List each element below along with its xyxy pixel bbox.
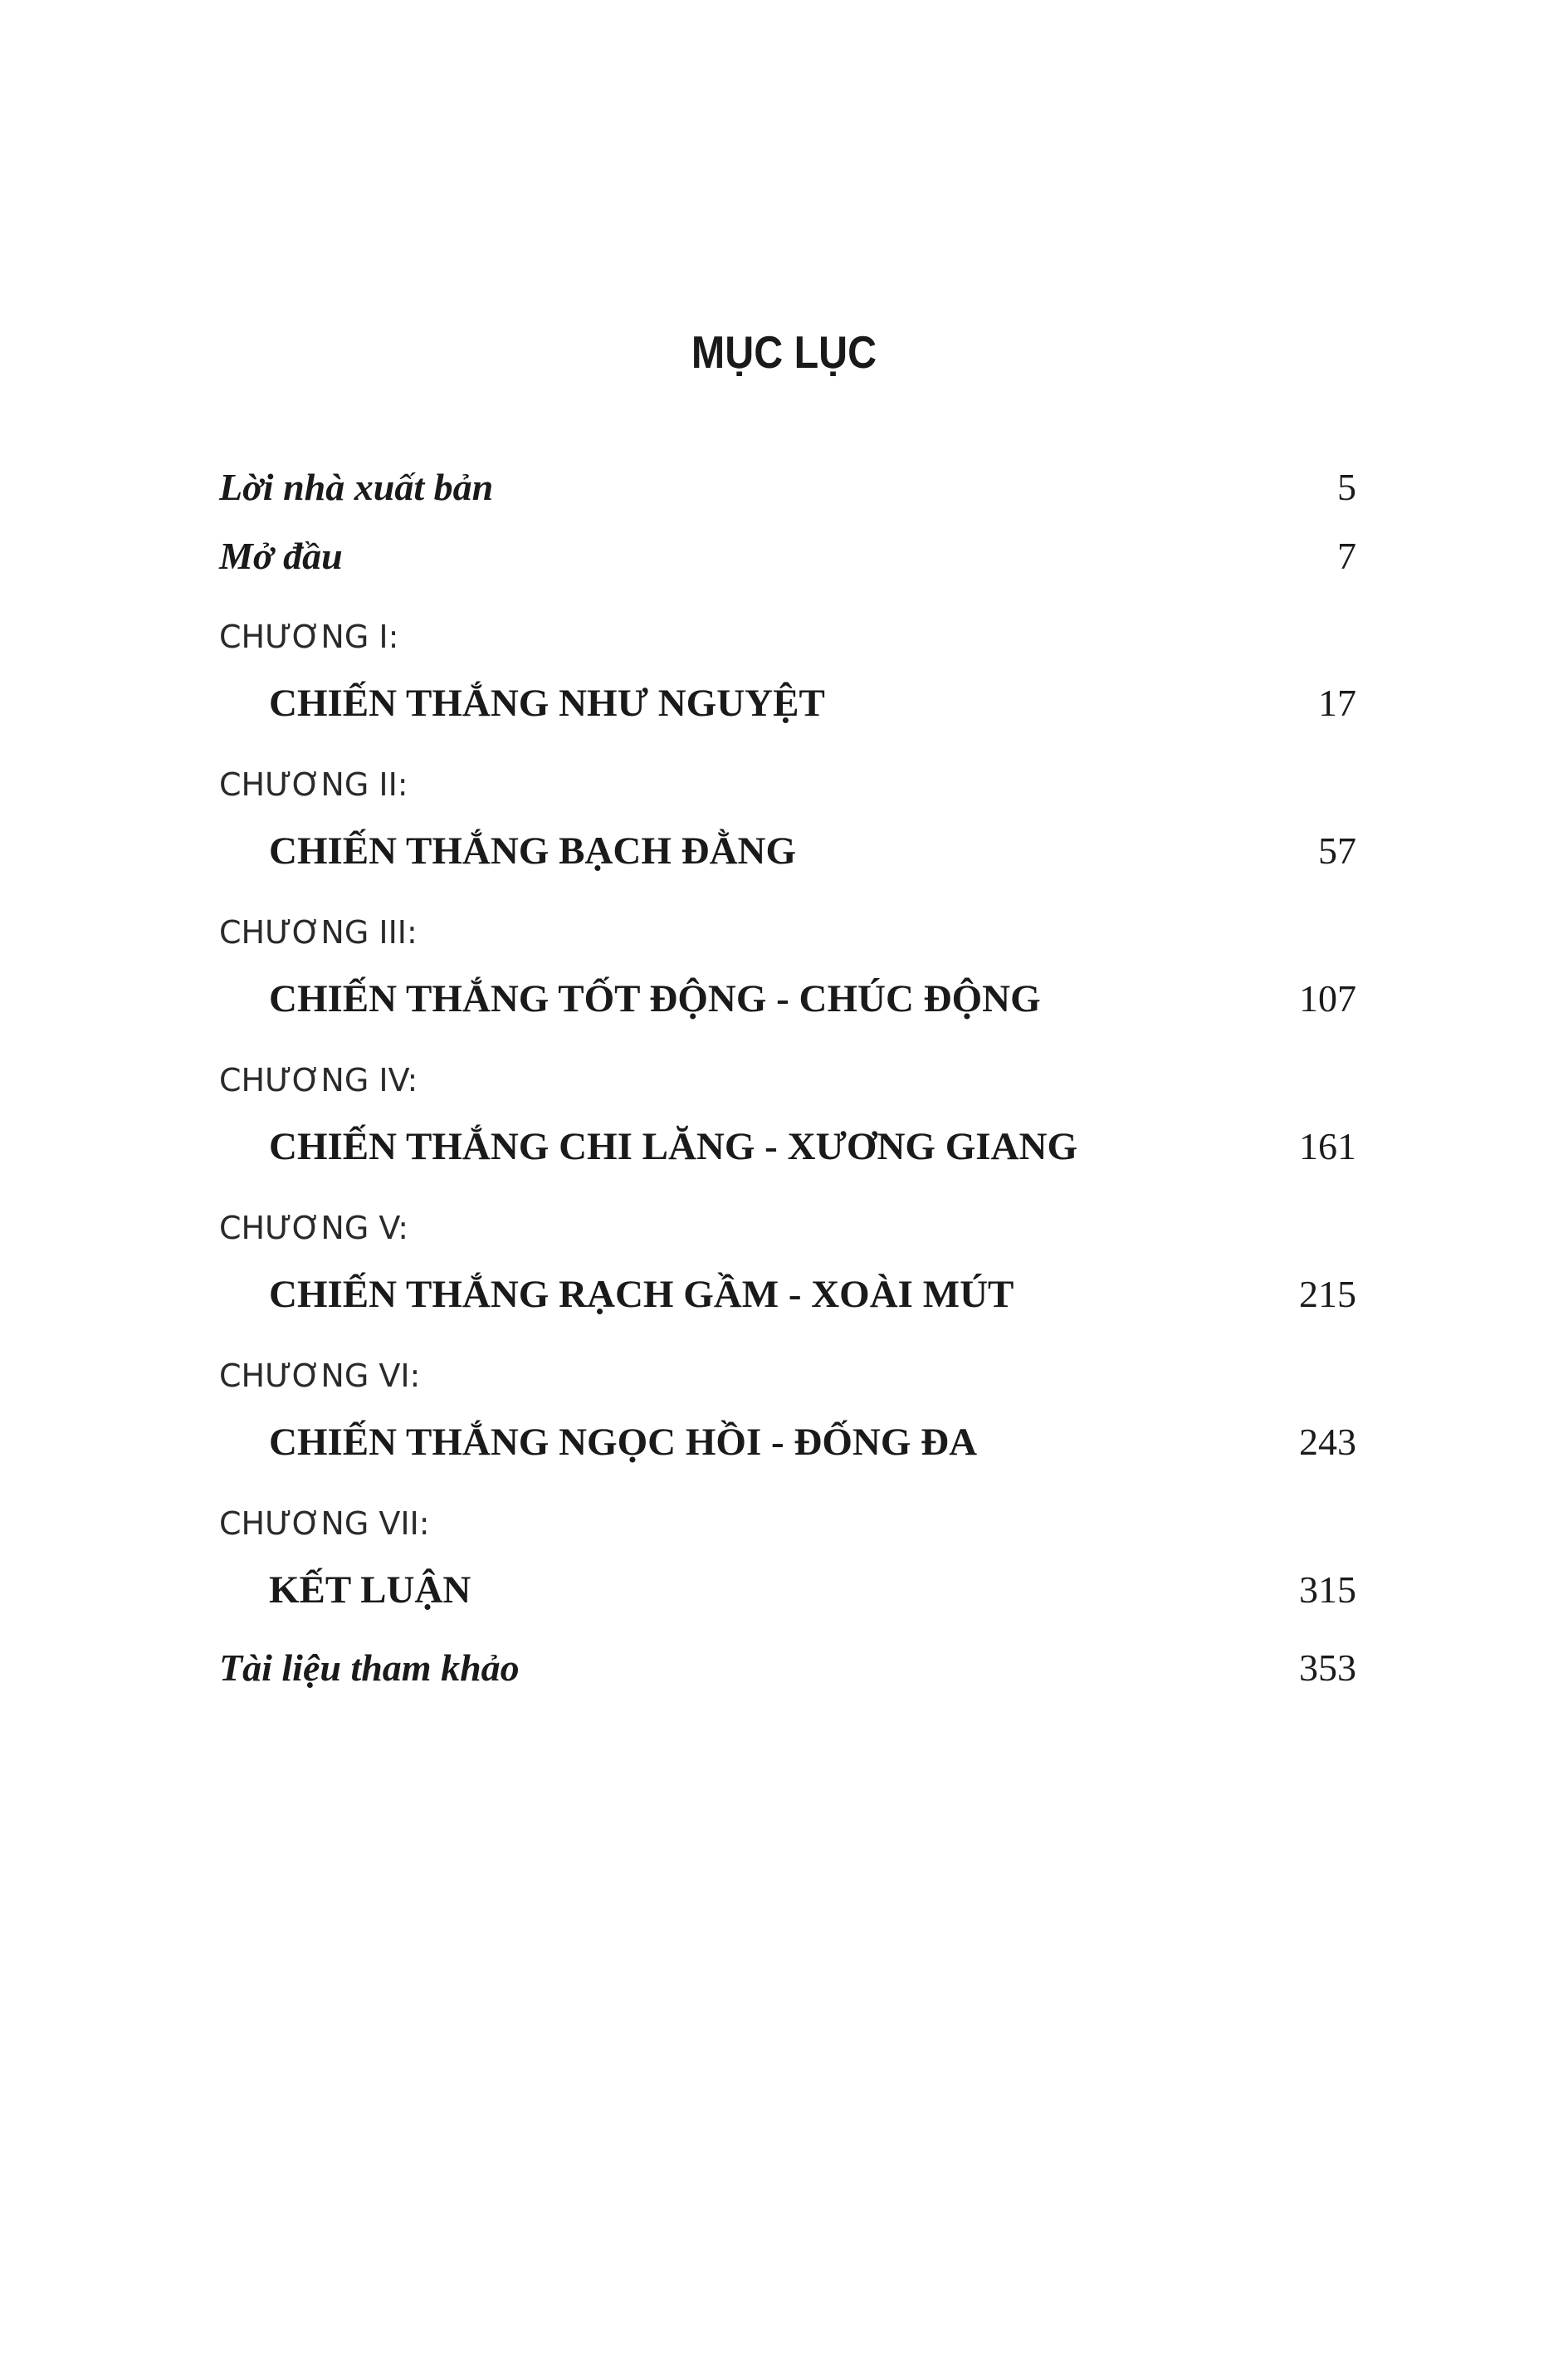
- chapter-label-6: [219, 1358, 1356, 1424]
- chapter-label-5: [219, 1210, 1356, 1276]
- toc-entry-page-number: 5: [1337, 466, 1356, 508]
- chapter-number-label: CHƯƠNG V:: [219, 1210, 409, 1246]
- toc-entry-page-number: 243: [1299, 1421, 1356, 1463]
- toc-entry-page-number: 353: [1299, 1646, 1356, 1689]
- toc-entry-page-number: 107: [1299, 977, 1356, 1020]
- toc-entry-chapter-7[interactable]: [219, 1568, 1356, 1634]
- chapter-title: CHIẾN THẮNG NGỌC HỒI - ĐỐNG ĐA: [269, 1421, 978, 1464]
- toc-entry-page-number: 7: [1337, 535, 1356, 577]
- chapter-label-1: [219, 619, 1356, 685]
- chapter-number-label: CHƯƠNG IV:: [219, 1062, 418, 1098]
- chapter-title: CHIẾN THẮNG RẠCH GẦM - XOÀI MÚT: [269, 1273, 1014, 1316]
- toc-entry-chapter-6[interactable]: [219, 1420, 1356, 1486]
- chapter-number-label: CHƯƠNG II:: [219, 766, 408, 803]
- toc-entry-label: Lời nhà xuất bản: [219, 466, 494, 508]
- chapter-number-label: CHƯƠNG VI:: [219, 1358, 421, 1394]
- chapter-title: CHIẾN THẮNG NHƯ NGUYỆT: [269, 682, 825, 725]
- chapter-title: CHIẾN THẮNG BẠCH ĐẰNG: [269, 829, 797, 873]
- toc-entry-publisher-note[interactable]: [219, 465, 1356, 531]
- toc-entry-label: Mở đầu: [219, 535, 343, 577]
- toc-entry-page-number: 161: [1299, 1125, 1356, 1167]
- chapter-number-label: CHƯƠNG I:: [219, 619, 399, 655]
- toc-entry-chapter-5[interactable]: [219, 1272, 1356, 1338]
- chapter-number-label: CHƯƠNG VII:: [219, 1505, 430, 1542]
- toc-entry-references[interactable]: [219, 1646, 1356, 1712]
- toc-entry-page-number: 57: [1318, 829, 1356, 872]
- chapter-title: KẾT LUẬN: [269, 1568, 471, 1612]
- chapter-number-label: CHƯƠNG III:: [219, 914, 418, 951]
- chapter-title: CHIẾN THẮNG CHI LĂNG - XƯƠNG GIANG: [269, 1125, 1078, 1168]
- toc-entry-chapter-2[interactable]: [219, 829, 1356, 895]
- toc-entry-page-number: 315: [1299, 1568, 1356, 1611]
- toc-entry-label: Tài liệu tham khảo: [219, 1646, 520, 1689]
- chapter-label-4: [219, 1062, 1356, 1128]
- chapter-label-3: [219, 914, 1356, 981]
- chapter-title: CHIẾN THẮNG TỐT ĐỘNG - CHÚC ĐỘNG: [269, 977, 1041, 1020]
- toc-entry-chapter-4[interactable]: [219, 1124, 1356, 1191]
- toc-entry-chapter-3[interactable]: [219, 976, 1356, 1043]
- chapter-label-2: [219, 766, 1356, 833]
- page-title: MỤC LỤC: [691, 326, 877, 378]
- chapter-label-7: [219, 1505, 1356, 1572]
- toc-entry-page-number: 17: [1318, 682, 1356, 724]
- toc-entry-chapter-1[interactable]: [219, 681, 1356, 747]
- toc-entry-introduction[interactable]: [219, 534, 1356, 600]
- toc-entry-page-number: 215: [1299, 1273, 1356, 1315]
